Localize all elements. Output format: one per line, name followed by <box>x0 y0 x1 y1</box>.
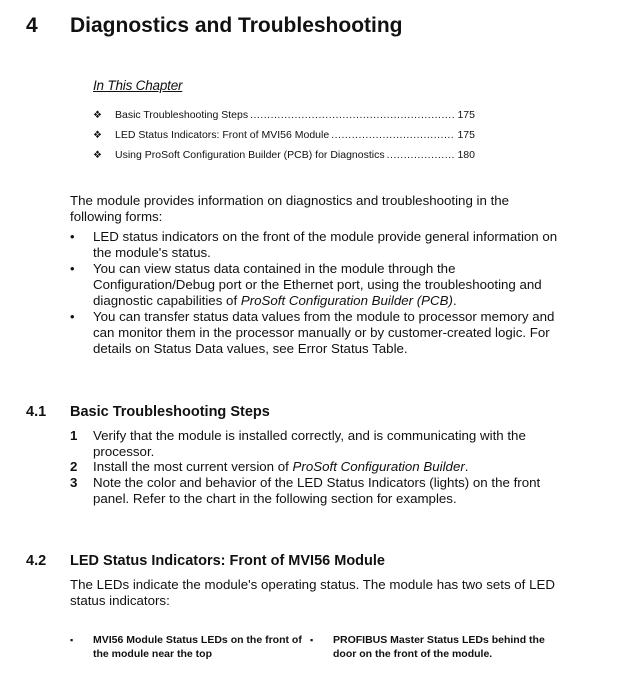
list-item-text: PROFIBUS Master Status LEDs behind the door on the front of the module. <box>333 634 545 660</box>
diamond-bullet-icon: ❖ <box>93 150 102 161</box>
numbered-step <box>70 459 560 475</box>
toc-item-page: 175 <box>457 109 475 121</box>
toc-leader-dots <box>331 129 455 141</box>
step-text: Note the color and behavior of the LED Status Indicators (lights) on the front panel. Refer to the chart in the following section for examples. <box>93 475 541 506</box>
square-bullet-icon: ▪ <box>310 635 314 645</box>
list-item-text: You can transfer status data values from the module to processor memory and can monitor them in the processor manually or by customer-created logic. For details on Status Data values, see Error Status Table. <box>93 309 555 356</box>
bullet-dot-icon: • <box>70 229 75 244</box>
step-number: 3 <box>70 475 78 490</box>
toc-item[interactable] <box>93 129 475 145</box>
list-item <box>70 261 560 309</box>
step-number: 1 <box>70 428 78 443</box>
italic-term: ProSoft Configuration Builder (PCB) <box>240 293 453 308</box>
bullet-dot-icon: • <box>70 309 75 324</box>
toc-item-title: Using ProSoft Configuration Builder (PCB) for Diagnostics <box>115 149 385 161</box>
list-item-text: You can view status data contained in the module through the Configuration/Debug port or the Ethernet port, using the troubleshooting and diagnostic capabilities of ProSoft Configuration Builder (PCB). <box>93 261 542 308</box>
diamond-bullet-icon: ❖ <box>93 130 102 141</box>
section-title: Basic Troubleshooting Steps <box>70 404 270 420</box>
toc-item[interactable] <box>93 109 475 125</box>
list-item-text: LED status indicators on the front of the module provide general information on the module's status. <box>93 229 558 260</box>
intro-paragraph: The module provides information on diagnostics and troubleshooting in the following forms: <box>70 193 510 224</box>
numbered-step <box>70 475 560 507</box>
section-title: LED Status Indicators: Front of MVI56 Module <box>70 553 385 569</box>
step-number: 2 <box>70 459 78 474</box>
section-number: 4.1 <box>26 404 47 420</box>
section-paragraph: The LEDs indicate the module's operating status. The module has two sets of LED status indicators: <box>70 577 555 608</box>
numbered-step <box>70 428 560 460</box>
toc-leader-dots <box>250 109 455 121</box>
list-item <box>70 229 560 261</box>
list-item <box>70 634 310 661</box>
italic-term: ProSoft Configuration Builder <box>292 459 465 474</box>
list-item-text: MVI56 Module Status LEDs on the front of the module near the top <box>93 634 302 660</box>
step-text: Verify that the module is installed correctly, and is communicating with the processor. <box>93 428 526 459</box>
step-text: Install the most current version of ProSoft Configuration Builder. <box>93 459 469 474</box>
toc-item-title: Basic Troubleshooting Steps <box>115 109 249 121</box>
list-item <box>310 634 560 661</box>
toc-item-page: 175 <box>457 129 475 141</box>
chapter-title: Diagnostics and Troubleshooting <box>70 14 403 37</box>
bullet-dot-icon: • <box>70 261 75 276</box>
square-bullet-icon: ▪ <box>70 635 74 645</box>
toc-leader-dots <box>387 149 456 161</box>
chapter-number: 4 <box>26 14 38 37</box>
toc-item-title: LED Status Indicators: Front of MVI56 Module <box>115 129 330 141</box>
toc-heading: In This Chapter <box>93 78 183 93</box>
toc-item-page: 180 <box>457 149 475 161</box>
list-item <box>70 309 560 357</box>
diamond-bullet-icon: ❖ <box>93 110 102 121</box>
toc-item[interactable] <box>93 149 475 165</box>
section-number: 4.2 <box>26 553 47 569</box>
